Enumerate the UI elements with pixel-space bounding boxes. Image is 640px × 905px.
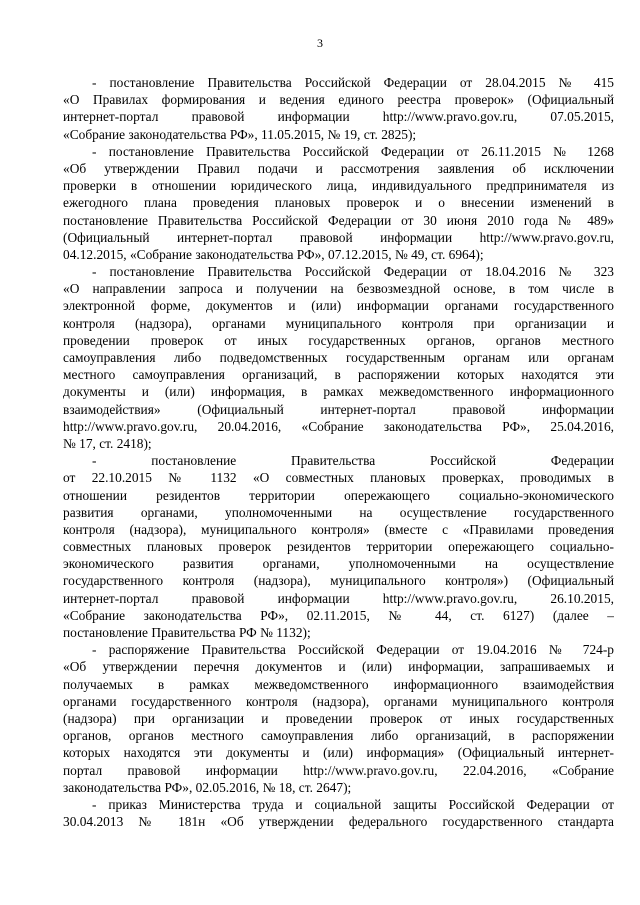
- text-line: ежегодного плана проведения плановых проверок и о внесении изменений в: [63, 195, 614, 211]
- text-line: совместных плановых проверок резидентов территории опережающего социально-: [63, 539, 614, 555]
- text-line: портал правовой информации http://www.pravo.gov.ru, 22.04.2016, «Собрание: [63, 762, 614, 778]
- page-number: 3: [317, 36, 323, 50]
- text-line: интернет-портал правовой информации http://www.pravo.gov.ru, 07.05.2015,: [63, 109, 614, 125]
- text-line: (надзора) при организации и проведении проверок от иных государственных: [63, 710, 614, 726]
- text-line: - приказ Министерства труда и социальной защиты Российской Федерации от: [92, 796, 614, 812]
- text-line: «Собрание законодательства РФ», 11.05.2015, № 19, ст. 2825);: [63, 126, 417, 142]
- text-line: проведении проверок от иных государственных органов, органов местного: [63, 332, 614, 348]
- text-line: - распоряжение Правительства Российской Федерации от 19.04.2016 № 724-р: [92, 642, 614, 658]
- text-line: - постановление Правительства Российской Федерации от 28.04.2015 № 415: [92, 75, 614, 90]
- document-body: [63, 74, 614, 830]
- text-line: проверки в отношении юридического лица, индивидуального предпринимателя из: [63, 178, 614, 194]
- text-line: http://www.pravo.gov.ru, 20.04.2016, «Собрание законодательства РФ», 25.04.2016,: [63, 418, 614, 434]
- text-line: интернет-портал правовой информации http://www.pravo.gov.ru, 26.10.2015,: [63, 590, 614, 606]
- text-line: «О Правилах формирования и ведения единого реестра проверок» (Официальный: [63, 92, 614, 108]
- text-line: развития органами, уполномоченными на осуществление государственного: [63, 504, 614, 520]
- text-line: законодательства РФ», 02.05.2016, № 18, ст. 2647);: [63, 779, 352, 795]
- text-line: 04.12.2015, «Собрание законодательства РФ», 07.12.2015, № 49, ст. 6964);: [63, 246, 484, 262]
- text-line: - постановление Правительства Российской Федерации от 26.11.2015 № 1268: [92, 143, 614, 159]
- text-line: «Собрание законодательства РФ», 02.11.2015, № 44, ст. 6127) (далее –: [63, 607, 614, 623]
- list-item-paragraph: [63, 143, 614, 263]
- text-line: 30.04.2013 № 181н «Об утверждении федерального государственного стандарта: [63, 814, 614, 830]
- text-line: контроля (надзора), муниципального контроля» (вместе с «Правилами проведения: [63, 521, 614, 537]
- text-line: органами государственного контроля (надзора), органами муниципального контроля: [63, 693, 614, 709]
- text-line: взаимодействия» (Официальный интернет-портал правовой информации: [63, 401, 614, 417]
- list-item-paragraph: [63, 74, 614, 143]
- text-line: постановление Правительства РФ № 1132);: [63, 625, 311, 640]
- text-line: «О направлении запроса и получении на безвозмездной основе, в том числе в: [63, 281, 614, 297]
- text-line: № 17, ст. 2418);: [63, 435, 152, 451]
- text-line: самоуправления либо подведомственных государственным органам или органам: [63, 350, 614, 365]
- text-line: «Об утверждении перечня документов и (или) информации, запрашиваемых и: [63, 659, 614, 675]
- list-item-paragraph: [63, 641, 614, 796]
- text-line: постановление Правительства Российской Федерации от 30 июня 2010 года № 489»: [63, 212, 614, 228]
- text-line: экономического развития органами, уполномоченными на осуществление: [63, 556, 614, 572]
- text-line: отношении резидентов территории опережающего социально-экономического: [63, 487, 614, 503]
- list-item-paragraph: [63, 796, 614, 830]
- text-line: органов, органов местного самоуправления либо организаций, в распоряжении: [63, 728, 614, 744]
- text-line: получаемых в рамках межведомственного информационного взаимодействия: [63, 676, 614, 692]
- list-item-paragraph: [63, 452, 614, 641]
- text-line: от 22.10.2015 № 1132 «О совместных плановых проверках, проводимых в: [63, 470, 614, 486]
- text-line: государственного контроля (надзора), муниципального контроля») (Официальный: [63, 573, 614, 589]
- text-line: которых находятся эти документы и (или) информация» (Официальный интернет-: [63, 745, 614, 761]
- text-line: «Об утверждении Правил подачи и рассмотрения заявления об исключении: [63, 160, 614, 176]
- text-line: контроля (надзора), органами муниципального контроля при организации и: [63, 315, 614, 331]
- text-line: электронной форме, документов и (или) информации органами государственного: [63, 298, 614, 314]
- text-line: - постановление Правительства Российской Федерации от 18.04.2016 № 323: [92, 264, 614, 280]
- text-line: - постановление Правительства Российской Федерации: [92, 453, 614, 469]
- text-line: документы и (или) информация, в рамках межведомственного информационного: [63, 384, 614, 400]
- text-line: местного самоуправления организаций, в распоряжении которых находятся эти: [63, 367, 614, 383]
- text-line: (Официальный интернет-портал правовой информации http://www.pravo.gov.ru,: [63, 229, 614, 245]
- list-item-paragraph: [63, 263, 614, 452]
